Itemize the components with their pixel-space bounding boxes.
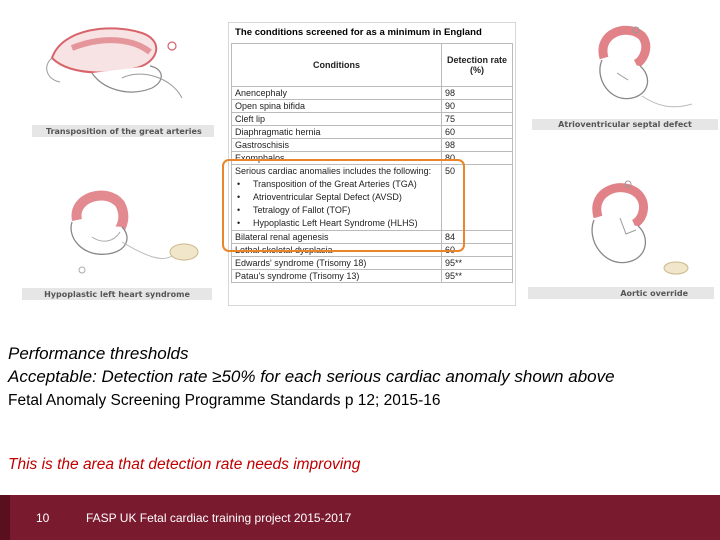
table-row <box>232 126 513 139</box>
rate-cell: 60 <box>442 126 513 139</box>
table-title: The conditions screened for as a minimum in England <box>235 27 482 38</box>
table-row <box>232 139 513 152</box>
column-header-conditions: Conditions <box>232 44 442 87</box>
avsd-caption: Atrioventricular septal defect <box>532 119 718 130</box>
avsd-heart-image <box>532 18 718 118</box>
improvement-note: This is the area that detection rate needs improving <box>8 456 361 473</box>
table-row <box>232 113 513 126</box>
hlhs-heart-image <box>22 182 212 286</box>
list-item: • Tetralogy of Fallot (TOF) <box>235 204 438 217</box>
condition-cell: Exomphalos <box>232 152 442 165</box>
condition-cell: Bilateral renal agenesis <box>232 231 442 244</box>
condition-cell: Gastroschisis <box>232 139 442 152</box>
footer-bar <box>0 495 720 540</box>
rate-cell: 95** <box>442 257 513 270</box>
cardiac-intro: Serious cardiac anomalies includes the following: <box>235 166 432 176</box>
aortic-override-caption: Aortic override <box>528 287 714 299</box>
tga-caption: Transposition of the great arteries <box>32 125 214 137</box>
footer-accent <box>0 495 10 540</box>
condition-cell: Edwards' syndrome (Trisomy 18) <box>232 257 442 270</box>
list-item: • Transposition of the Great Arteries (TGA) <box>235 178 438 191</box>
condition-cell: Patau's syndrome (Trisomy 13) <box>232 270 442 283</box>
rate-cell: 84 <box>442 231 513 244</box>
column-header-detection-rate: Detection rate (%) <box>442 44 513 87</box>
rate-cell-cardiac: 50 <box>442 165 513 231</box>
rate-cell: 98 <box>442 139 513 152</box>
tga-heart-image <box>32 18 214 122</box>
list-item: • Hypoplastic Left Heart Syndrome (HLHS) <box>235 217 438 230</box>
thresholds-heading: Performance thresholds <box>8 344 189 363</box>
condition-cell: Diaphragmatic hernia <box>232 126 442 139</box>
page-number: 10 <box>36 511 50 525</box>
rate-cell: 60 <box>442 244 513 257</box>
list-item: • Atrioventricular Septal Defect (AVSD) <box>235 191 438 204</box>
rate-cell: 95** <box>442 270 513 283</box>
condition-cell: Cleft lip <box>232 113 442 126</box>
acceptable-threshold-text: Acceptable: Detection rate ≥50% for each serious cardiac anomaly shown above <box>8 367 615 386</box>
standards-reference: Fetal Anomaly Screening Programme Standards p 12; 2015-16 <box>8 392 441 409</box>
condition-cell: Anencephaly <box>232 87 442 100</box>
condition-cell: Lethal skeletal dysplasia <box>232 244 442 257</box>
rate-cell: 98 <box>442 87 513 100</box>
table-row <box>232 270 513 283</box>
cardiac-highlight-box <box>222 159 465 252</box>
hlhs-caption: Hypoplastic left heart syndrome <box>22 288 212 300</box>
table-row <box>232 87 513 100</box>
condition-cell: Open spina bifida <box>232 100 442 113</box>
rate-cell: 90 <box>442 100 513 113</box>
footer-project-title: FASP UK Fetal cardiac training project 2015-2017 <box>86 511 352 525</box>
rate-cell: 80 <box>442 152 513 165</box>
aortic-override-heart-image <box>528 172 718 284</box>
table-row <box>232 100 513 113</box>
rate-cell: 75 <box>442 113 513 126</box>
table-row <box>232 257 513 270</box>
